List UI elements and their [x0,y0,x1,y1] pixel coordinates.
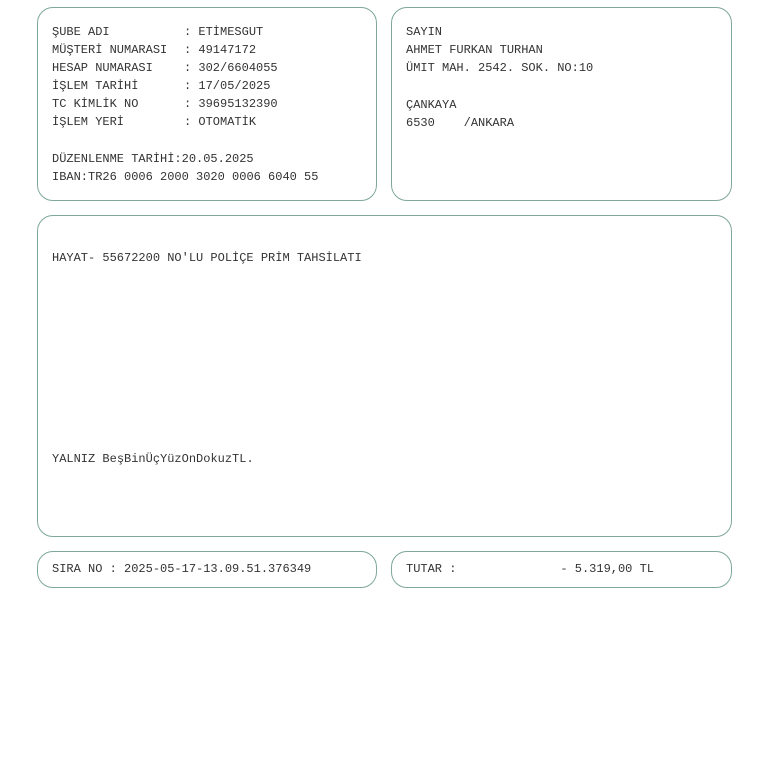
amount-in-words: BeşBinÜçYüzOnDokuzTL. [102,452,254,466]
field-value: 17/05/2025 [198,79,271,93]
postal-code: 6530 [406,116,435,130]
field-value: ETİMESGUT [198,25,264,39]
iban-value: TR26 0006 2000 3020 0006 6040 55 [88,170,319,184]
field-value: OTOMATİK [198,115,257,129]
issue-date-value: 20.05.2025 [181,152,254,166]
iban-label: IBAN: [52,170,89,184]
recipient-name: AHMET FURKAN TURHAN [406,43,543,57]
amount-value: - 5.319,00 TL [560,562,654,576]
field-row-tc-id: TC KİMLİK NO : 39695132390 [52,97,278,111]
field-label: ŞUBE ADI [52,25,110,39]
transaction-description-panel [37,215,732,537]
sequence-row [52,562,311,576]
salutation: SAYIN [406,25,443,39]
address-line: ÜMIT MAH. 2542. SOK. NO:10 [406,61,594,75]
field-value: 39695132390 [198,97,278,111]
field-row-branch: ŞUBE ADI : ETİMESGUT [52,25,264,39]
recipient-address-panel [391,7,732,201]
field-row-transaction-date: İŞLEM TARİHİ : 17/05/2025 [52,79,271,93]
amount-in-words-row [52,452,254,466]
field-label: HESAP NUMARASI [52,61,153,75]
field-row-customer-number: MÜŞTERİ NUMARASI : 49147172 [52,43,257,57]
field-label: İŞLEM YERİ [52,115,125,129]
amount-in-words-prefix: YALNIZ [52,452,96,466]
sequence-number-panel [37,551,377,588]
description-text: HAYAT- 55672200 NO'LU POLİÇE PRİM TAHSİLATI [52,251,362,265]
field-row-transaction-place: İŞLEM YERİ : OTOMATİK [52,115,257,129]
field-value: 49147172 [198,43,257,57]
issue-date-label: DÜZENLENME TARİHİ: [52,152,182,166]
field-label: TC KİMLİK NO [52,97,139,111]
field-row-account-number: HESAP NUMARASI : 302/6604055 [52,61,278,75]
field-value: 302/6604055 [198,61,278,75]
amount-label: TUTAR : [406,562,457,576]
sequence-label: SIRA NO : [52,562,117,576]
sequence-number: 2025-05-17-13.09.51.376349 [124,562,312,576]
field-label: MÜŞTERİ NUMARASI [52,43,168,57]
amount-panel [391,551,732,588]
district: ÇANKAYA [406,98,457,112]
city: /ANKARA [463,116,515,130]
issue-date-row [52,152,254,166]
iban-row [52,170,318,184]
branch-info-panel [37,7,377,201]
field-label: İŞLEM TARİHİ [52,79,139,93]
postal-city-row [406,116,514,130]
